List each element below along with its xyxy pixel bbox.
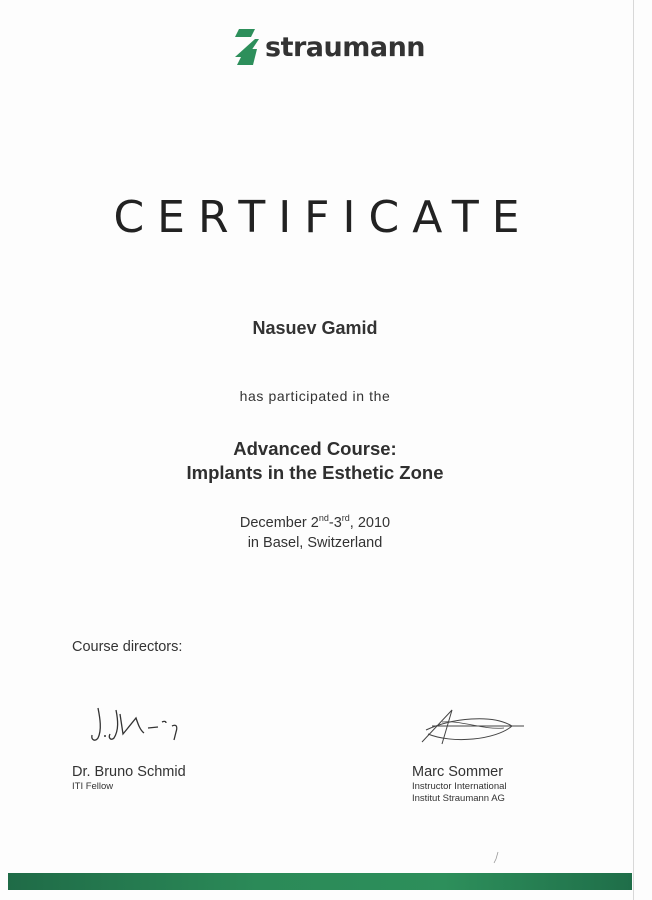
- course-date: [0, 513, 630, 533]
- brand-green-bar: [8, 873, 632, 890]
- course-directors-label: Course directors:: [72, 639, 183, 655]
- signature-left: [88, 700, 193, 748]
- recipient-name: Nasuev Gamid: [252, 318, 378, 338]
- straumann-logo: [231, 27, 425, 67]
- date-suffix: , 2010: [349, 515, 391, 531]
- director-right-name: Marc Sommer: [412, 764, 504, 780]
- date-prefix: December 2: [239, 515, 319, 531]
- date-ordinal-1: nd: [318, 513, 329, 523]
- course-title-line-2: Implants in the Esthetic Zone: [186, 462, 444, 483]
- participation-text: has participated in the: [239, 388, 391, 404]
- course-title-line-1: Advanced Course:: [233, 438, 397, 459]
- certificate-title: CERTIFICATE: [113, 192, 533, 243]
- page-edge: [633, 0, 634, 900]
- pen-mark: [492, 851, 502, 865]
- course-date-location: [0, 513, 630, 553]
- director-left: [72, 764, 186, 793]
- director-right: [412, 764, 507, 805]
- date-mid: -3: [328, 515, 342, 531]
- director-left-role: ITI Fellow: [72, 781, 114, 792]
- director-right-role-2: Institut Straumann AG: [412, 793, 505, 804]
- signature-right: [412, 704, 530, 748]
- date-ordinal-2: rd: [341, 513, 350, 523]
- logo-wordmark: straumann: [265, 31, 426, 63]
- director-left-name: Dr. Bruno Schmid: [72, 764, 186, 780]
- course-location: in Basel, Switzerland: [247, 535, 383, 551]
- course-title: [0, 437, 630, 485]
- straumann-logo-icon: [231, 27, 261, 67]
- director-right-role-1: Instructor International: [412, 781, 507, 792]
